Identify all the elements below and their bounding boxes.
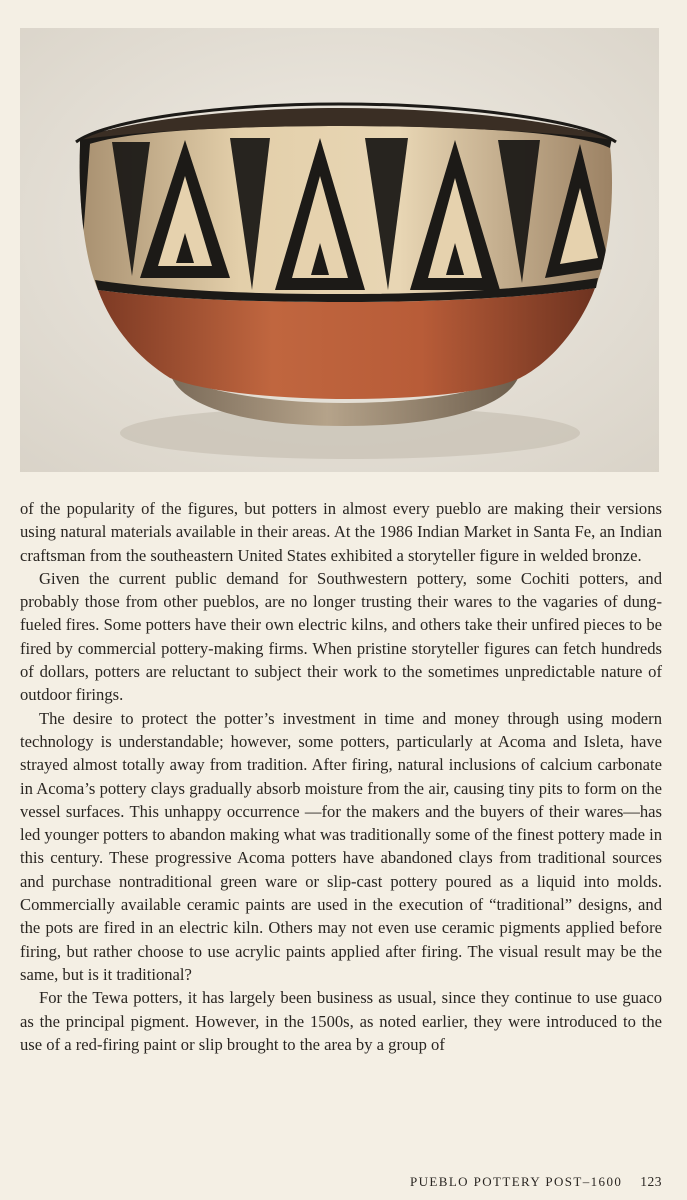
running-title: PUEBLO POTTERY POST–1600 [410,1174,623,1189]
body-text [20,497,662,1056]
running-footer [0,1174,662,1190]
paragraph-3: The desire to protect the potter’s investment in time and money through using modern technology is understandable; however, some potters, particularly at Acoma and Isleta, have strayed almost totally away from tradition. After firing, natural inclusions of calcium carbonate in Acoma’s pottery clays gradually absorb moisture from the air, causing tiny pits to form on the vessel surfaces. This unhappy occurrence —for the makers and the buyers of their wares—has led younger potters to abandon making what was traditionally some of the finest pottery made in this century. These progressive Acoma potters have abandoned clays from traditional sources and purchase nontraditional green ware or slip-cast pottery poured as a liquid into molds. Commercially available ceramic paints are used in the execution of “traditional” designs, and the pots are fired in an electric kiln. Others may not even use ceramic pigments applied before firing, but rather choose to use acrylic paints applied after firing. The visual result may be the same, but is it traditional? [20,708,662,984]
paragraph-1: of the popularity of the figures, but potters in almost every pueblo are making their versions using natural materials available in their areas. At the 1986 Indian Market in Santa Fe, an Indian craftsman from the southeastern United States exhibited a storyteller figure in welded bronze. [20,499,662,565]
page-number: 123 [640,1174,662,1189]
pottery-bowl-photo [20,28,659,472]
paragraph-2: Given the current public demand for Southwestern pottery, some Cochiti potters, and probably those from other pueblos, are no longer trusting their wares to the vagaries of dung-fueled fires. Some potters have their own electric kilns, and others take their unfired pieces to be fired by commercial pottery-making firms. When pristine storyteller figures can fetch hundreds of dollars, potters are reluctant to subject their work to the sometimes unpredictable nature of outdoor firings. [20,568,662,705]
bowl-illustration [20,28,659,472]
paragraph-4: For the Tewa potters, it has largely been business as usual, since they continue to use guaco as the principal pigment. However, in the 1500s, as noted earlier, they were introduced to the use of a red-firing paint or slip brought to the area by a group of [20,988,662,1054]
